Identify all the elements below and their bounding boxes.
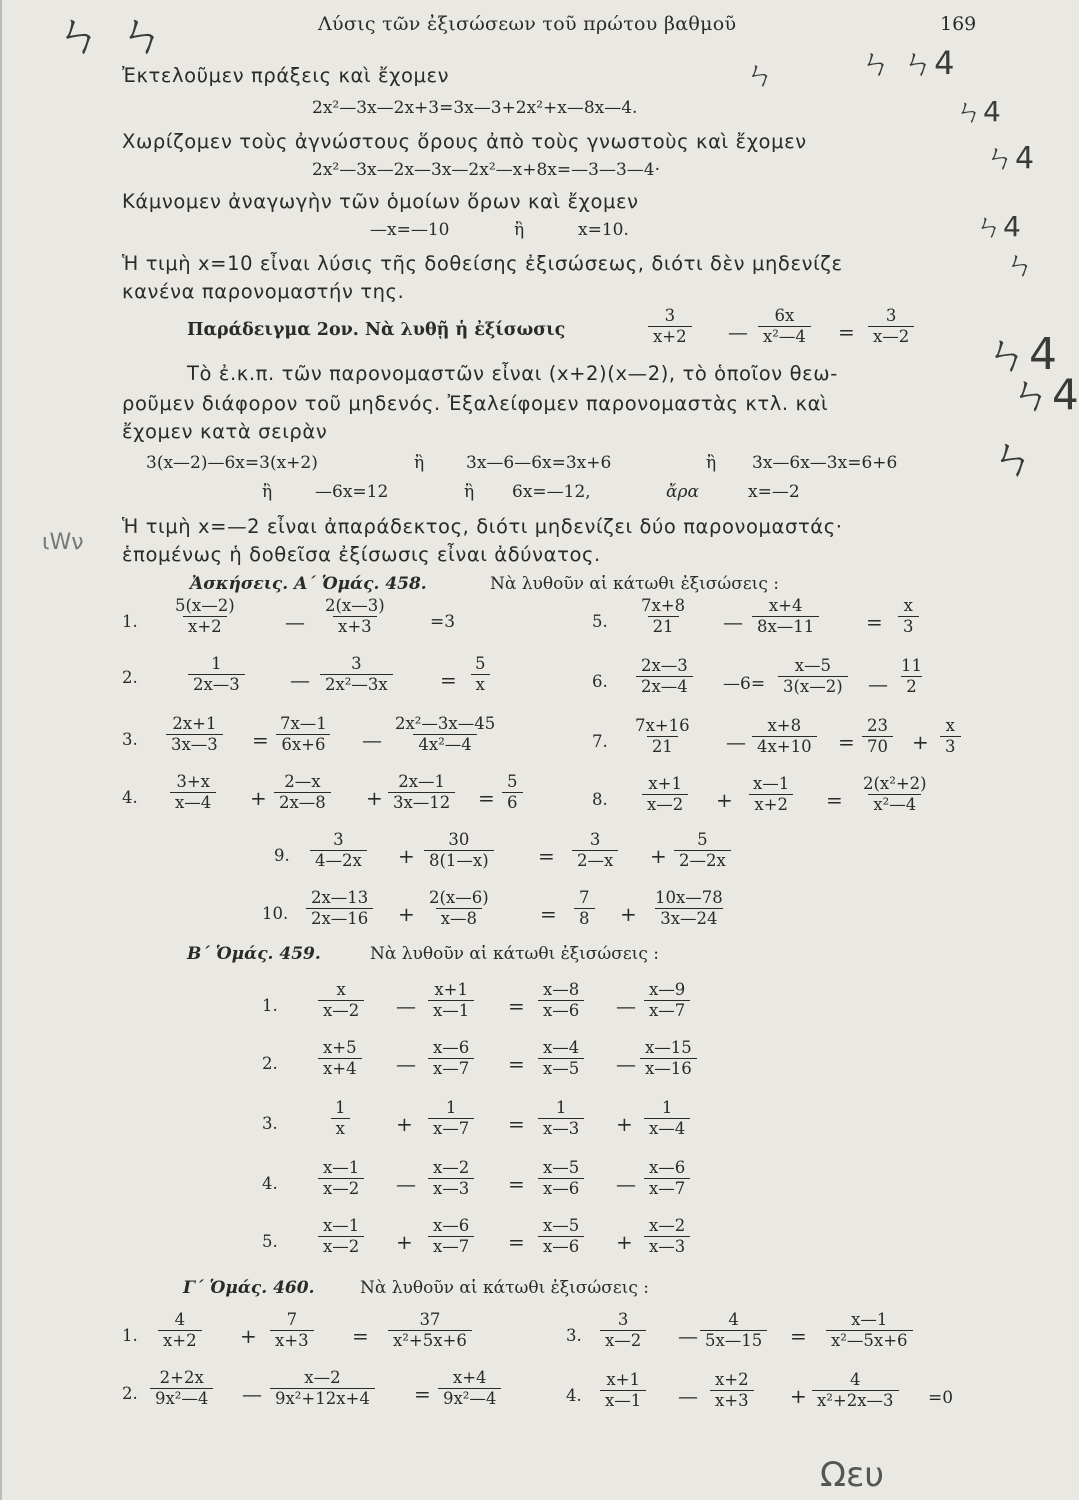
- fraction: $\frac{30}{8(1—x)}$: [424, 830, 494, 871]
- operator: +: [616, 1112, 633, 1136]
- operator: =: [838, 320, 855, 344]
- exercise-number: 4.: [262, 1174, 278, 1193]
- fraction: $\frac{\text{2x²—3x—45}}{\text{4x²—4}}$: [395, 714, 496, 754]
- equation-connector: ἄρα: [666, 482, 699, 502]
- exercise-number: 7.: [592, 732, 608, 751]
- operator: =: [252, 728, 269, 752]
- fraction: $\frac{2x—1}{3x—12}$: [388, 772, 455, 813]
- equation-connector: ἢ: [414, 453, 425, 473]
- operator: =: [508, 1172, 525, 1196]
- operator: =: [826, 788, 843, 812]
- fraction: $\frac{5}{2—2x}$: [674, 830, 731, 871]
- operator: —: [285, 610, 305, 634]
- fraction: $\frac{x+1}{x—1}$: [428, 980, 474, 1021]
- operator: +: [398, 902, 415, 926]
- operator: —: [616, 1052, 636, 1076]
- exercise-number: 2.: [122, 668, 138, 687]
- exercise-number: 2.: [122, 1384, 138, 1403]
- fraction: $\frac{x+1}{x—1}$: [600, 1370, 646, 1411]
- fraction: $\frac{x}{x—2}$: [318, 980, 364, 1021]
- exercise-number: 3.: [566, 1326, 582, 1345]
- handwritten-margin-note: ιWν: [42, 530, 84, 555]
- exercise-number: 1.: [262, 996, 278, 1015]
- handwritten-mark: ㄣ ㄣ4: [860, 44, 955, 82]
- operator: +: [240, 1324, 257, 1348]
- fraction: $\frac{2+2x}{\text{9x²—4}}$: [150, 1368, 213, 1409]
- handwritten-mark: ㄣ: [1005, 248, 1035, 283]
- fraction: $\frac{x+4}{\text{9x²—4}}$: [438, 1368, 501, 1409]
- operator: —: [678, 1384, 698, 1408]
- operator: =: [838, 730, 855, 754]
- fraction: $\frac{2—x}{2x—8}$: [274, 772, 331, 813]
- fraction: $\frac{1}{2x—3}$: [188, 654, 245, 695]
- exercise-number: 1.: [122, 612, 138, 631]
- operator: —: [678, 1324, 698, 1348]
- operator: =: [790, 1324, 807, 1348]
- fraction: $\frac{7x+8}{21}$: [641, 596, 686, 636]
- fraction: $\frac{x+5}{x+4}$: [318, 1038, 362, 1079]
- operator: =: [508, 1052, 525, 1076]
- handwritten-mark: ㄣ: [990, 431, 1036, 485]
- fraction: $\frac{2x+1}{3x—3}$: [166, 714, 223, 755]
- fraction: $\frac{x—2}{x—3}$: [428, 1158, 474, 1199]
- equation: —x=—10: [370, 220, 450, 240]
- operator: =: [352, 1324, 369, 1348]
- fraction: $\frac{3}{\text{2x²—3x}}$: [320, 654, 393, 695]
- text-line: ἑπομένως ἡ δοθεῖσα ἐξίσωσις εἶναι ἀδύνατος.: [122, 543, 601, 566]
- operator: +: [616, 1230, 633, 1254]
- operator: +: [650, 844, 667, 868]
- fraction: $\frac{10x—78}{3x—24}$: [655, 888, 723, 928]
- fraction: $\frac{x—6}{x—7}$: [428, 1216, 474, 1257]
- fraction: $\frac{x—5}{3(x—2)}$: [778, 656, 848, 697]
- exercise-number: 4.: [122, 788, 138, 807]
- operator: +: [398, 844, 415, 868]
- operator: —: [362, 728, 382, 752]
- operator: —: [290, 668, 310, 692]
- fraction: $\frac{7}{8}$: [574, 888, 595, 929]
- operator: =0: [928, 1388, 954, 1408]
- operator: +: [716, 788, 733, 812]
- operator: +: [396, 1230, 413, 1254]
- operator: —: [726, 730, 746, 754]
- fraction: $\frac{x—2}{x—3}$: [644, 1216, 690, 1257]
- fraction: $\frac{x—1}{x—2}$: [318, 1158, 364, 1199]
- operator: —: [868, 672, 888, 696]
- exercise-number: 4.: [566, 1386, 582, 1405]
- fraction: $\frac{5(x—2)}{x+2}$: [175, 596, 235, 636]
- operator: +: [366, 786, 383, 810]
- fraction: $\frac{3}{x+2}$: [648, 306, 692, 347]
- equation-connector: ἢ: [514, 220, 525, 240]
- equation: 3x—6x—3x=6+6: [752, 453, 898, 473]
- text-line: Ἡ τιμὴ x=—2 εἶναι ἀπαράδεκτος, διότι μηδενίζει δύο παρονομαστάς·: [122, 515, 843, 538]
- fraction: $\frac{2x—13}{2x—16}$: [306, 888, 373, 929]
- fraction: $\frac{37}{\text{x²+5x+6}}$: [388, 1310, 472, 1351]
- exercise-group-heading: Β΄ Ὁμάς. 459.: [187, 944, 321, 964]
- operator: +: [912, 730, 929, 754]
- fraction: $\frac{4}{x+2}$: [158, 1310, 202, 1351]
- fraction: $\frac{x+8}{4x+10}$: [752, 716, 817, 757]
- fraction: $\frac{23}{70}$: [862, 716, 893, 757]
- handwritten-mark: ㄣ4: [985, 141, 1035, 176]
- operator: =: [440, 668, 457, 692]
- page-number: 169: [940, 13, 977, 35]
- fraction: $\frac{x—2}{\text{9x²+12x+4}}$: [270, 1368, 375, 1409]
- text-line: κανένα παρονομαστήν της.: [122, 280, 405, 303]
- fraction: $\frac{7x+16}{21}$: [635, 716, 690, 756]
- operator: +: [250, 786, 267, 810]
- page-edge: [0, 0, 2, 1500]
- example-title: Παράδειγμα 2ον. Νὰ λυθῇ ἡ ἐξίσωσις: [187, 320, 566, 340]
- operator: =: [540, 902, 557, 926]
- equation: x=10.: [578, 220, 629, 240]
- text-line: ροῦμεν διάφορον τοῦ μηδενός. Ἐξαλείφομεν παρονομαστὰς κτλ. καὶ: [122, 392, 829, 415]
- operator: —: [616, 1172, 636, 1196]
- exercise-number: 5.: [592, 612, 608, 631]
- fraction: $\frac{7x—1}{6x+6}$: [275, 714, 332, 755]
- fraction: $\frac{x—6}{x—7}$: [644, 1158, 690, 1199]
- operator: —: [723, 610, 743, 634]
- fraction: $\frac{x}{3}$: [940, 716, 961, 757]
- handwritten-mark: ㄣ: [745, 58, 775, 93]
- fraction: $\frac{7}{x+3}$: [270, 1310, 314, 1351]
- fraction: $\frac{x}{3}$: [898, 596, 919, 637]
- fraction: $\frac{x—1}{x+2}$: [748, 774, 794, 815]
- fraction: $\frac{2(x—6)}{x—8}$: [429, 888, 489, 928]
- equation: 6x=—12,: [512, 482, 591, 502]
- fraction: $\frac{x+1}{x—2}$: [642, 774, 688, 815]
- fraction: $\frac{x—5}{x—6}$: [538, 1216, 584, 1257]
- operator: —: [396, 1172, 416, 1196]
- handwritten-mark: ㄣ4: [955, 95, 1001, 128]
- exercise-group-heading: Γ΄ Ὁμάς. 460.: [183, 1278, 315, 1298]
- fraction: $\frac{x—15}{x—16}$: [640, 1038, 697, 1079]
- exercise-group-instruction: Νὰ λυθοῦν αἱ κάτωθι ἐξισώσεις :: [360, 1278, 649, 1298]
- fraction: $\frac{6x}{\text{x²—4}}$: [758, 306, 811, 347]
- fraction: $\frac{x—5}{x—6}$: [538, 1158, 584, 1199]
- equation: 3x—6—6x=3x+6: [466, 453, 612, 473]
- fraction: $\frac{3}{x—2}$: [600, 1310, 646, 1351]
- equation: 3(x—2)—6x=3(x+2): [146, 453, 318, 473]
- operator: +: [790, 1384, 807, 1408]
- fraction: $\frac{x+2}{x+3}$: [710, 1370, 754, 1411]
- fraction: $\frac{1}{x—7}$: [428, 1098, 474, 1139]
- operator: +: [396, 1112, 413, 1136]
- fraction: $\frac{x+4}{8x—11}$: [752, 596, 819, 637]
- exercise-group-instruction: Νὰ λυθοῦν αἱ κάτωθι ἐξισώσεις :: [370, 944, 659, 964]
- fraction: $\frac{4}{5x—15}$: [700, 1310, 767, 1351]
- handwritten-mark: ㄣ4: [975, 210, 1021, 243]
- operator: —6=: [723, 674, 766, 694]
- exercise-number: 6.: [592, 672, 608, 691]
- fraction: $\frac{x—8}{x—6}$: [538, 980, 584, 1021]
- exercise-group-heading: Ἀσκήσεις. Α΄ Ὁμάς. 458.: [190, 574, 427, 594]
- fraction: $\frac{2(x—3)}{x+3}$: [325, 596, 385, 636]
- fraction: $\frac{x—9}{x—7}$: [644, 980, 690, 1021]
- text-line: Κάμνομεν ἀναγωγὴν τῶν ὁμοίων ὅρων καὶ ἔχομεν: [122, 190, 639, 213]
- operator: =: [538, 844, 555, 868]
- handwritten-signature: Ωευ: [820, 1455, 885, 1495]
- running-title: Λύσις τῶν ἐξισώσεων τοῦ πρώτου βαθμοῦ: [318, 13, 737, 35]
- operator: =: [508, 1230, 525, 1254]
- text-line: Ἡ τιμὴ x=10 εἶναι λύσις τῆς δοθείσης ἐξισώσεως, διότι δὲν μηδενίζε: [122, 252, 843, 275]
- exercise-group-instruction: Νὰ λυθοῦν αἱ κάτωθι ἐξισώσεις :: [490, 574, 779, 594]
- fraction: $\frac{3}{2—x}$: [572, 830, 618, 871]
- fraction: $\frac{3}{4—2x}$: [310, 830, 367, 871]
- operator: =: [478, 786, 495, 810]
- operator: =: [508, 994, 525, 1018]
- equation: 2x²—3x—2x—3x—2x²—x+8x=—3—3—4·: [312, 160, 660, 180]
- text-line: Τὸ ἐ.κ.π. τῶν παρονομαστῶν εἶναι (x+2)(x—2), τὸ ὁποῖον θεω-: [187, 362, 838, 385]
- exercise-number: 3.: [122, 730, 138, 749]
- handwritten-mark-top-left: ㄣ ㄣ: [55, 7, 167, 63]
- operator: +: [620, 902, 637, 926]
- fraction: $\frac{4}{\text{x²+2x—3}}$: [812, 1370, 899, 1411]
- operator: =3: [430, 612, 456, 632]
- operator: =: [414, 1382, 431, 1406]
- fraction: $\frac{5}{6}$: [502, 772, 523, 813]
- exercise-number: 9.: [274, 846, 290, 865]
- equation-connector: ἢ: [706, 453, 717, 473]
- equation: —6x=12: [315, 482, 389, 502]
- handwritten-mark: ㄣ4: [985, 329, 1057, 380]
- fraction: $\frac{3}{x—2}$: [868, 306, 914, 347]
- operator: —: [396, 994, 416, 1018]
- operator: =: [866, 610, 883, 634]
- equation-connector: ἢ: [262, 482, 273, 502]
- fraction: $\frac{5}{x}$: [470, 654, 491, 695]
- equation: 2x²—3x—2x+3=3x—3+2x²+x—8x—4.: [312, 98, 638, 118]
- handwritten-mark: ㄣ4: [1010, 370, 1079, 419]
- fraction: $\frac{2x—3}{2x—4}$: [636, 656, 693, 697]
- operator: —: [616, 994, 636, 1018]
- operator: —: [242, 1382, 262, 1406]
- fraction: $\frac{1}{x—3}$: [538, 1098, 584, 1139]
- equation: x=—2: [748, 482, 800, 502]
- fraction: $\frac{11}{2}$: [901, 656, 922, 696]
- fraction: $\frac{\text{2(x²+2)}}{\text{x²—4}}$: [863, 774, 927, 814]
- fraction: $\frac{1}{x}$: [330, 1098, 351, 1139]
- fraction: $\frac{3+x}{x—4}$: [170, 772, 216, 813]
- fraction: $\frac{x—6}{x—7}$: [428, 1038, 474, 1079]
- operator: —: [728, 320, 748, 344]
- exercise-number: 10.: [262, 904, 289, 923]
- exercise-number: 8.: [592, 790, 608, 809]
- equation-connector: ἢ: [464, 482, 475, 502]
- text-line: Χωρίζομεν τοὺς ἀγνώστους ὅρους ἀπὸ τοὺς γνωστοὺς καὶ ἔχομεν: [122, 130, 807, 153]
- exercise-number: 5.: [262, 1232, 278, 1251]
- fraction: $\frac{1}{x—4}$: [644, 1098, 690, 1139]
- exercise-number: 1.: [122, 1326, 138, 1345]
- text-line: ἔχομεν κατὰ σειρὰν: [122, 420, 328, 443]
- operator: =: [508, 1112, 525, 1136]
- text-line: Ἐκτελοῦμεν πράξεις καὶ ἔχομεν: [122, 64, 450, 87]
- operator: —: [396, 1052, 416, 1076]
- fraction: $\frac{x—4}{x—5}$: [538, 1038, 584, 1079]
- exercise-number: 2.: [262, 1054, 278, 1073]
- exercise-number: 3.: [262, 1114, 278, 1133]
- fraction: $\frac{x—1}{\text{x²—5x+6}}$: [826, 1310, 913, 1351]
- fraction: $\frac{x—1}{x—2}$: [318, 1216, 364, 1257]
